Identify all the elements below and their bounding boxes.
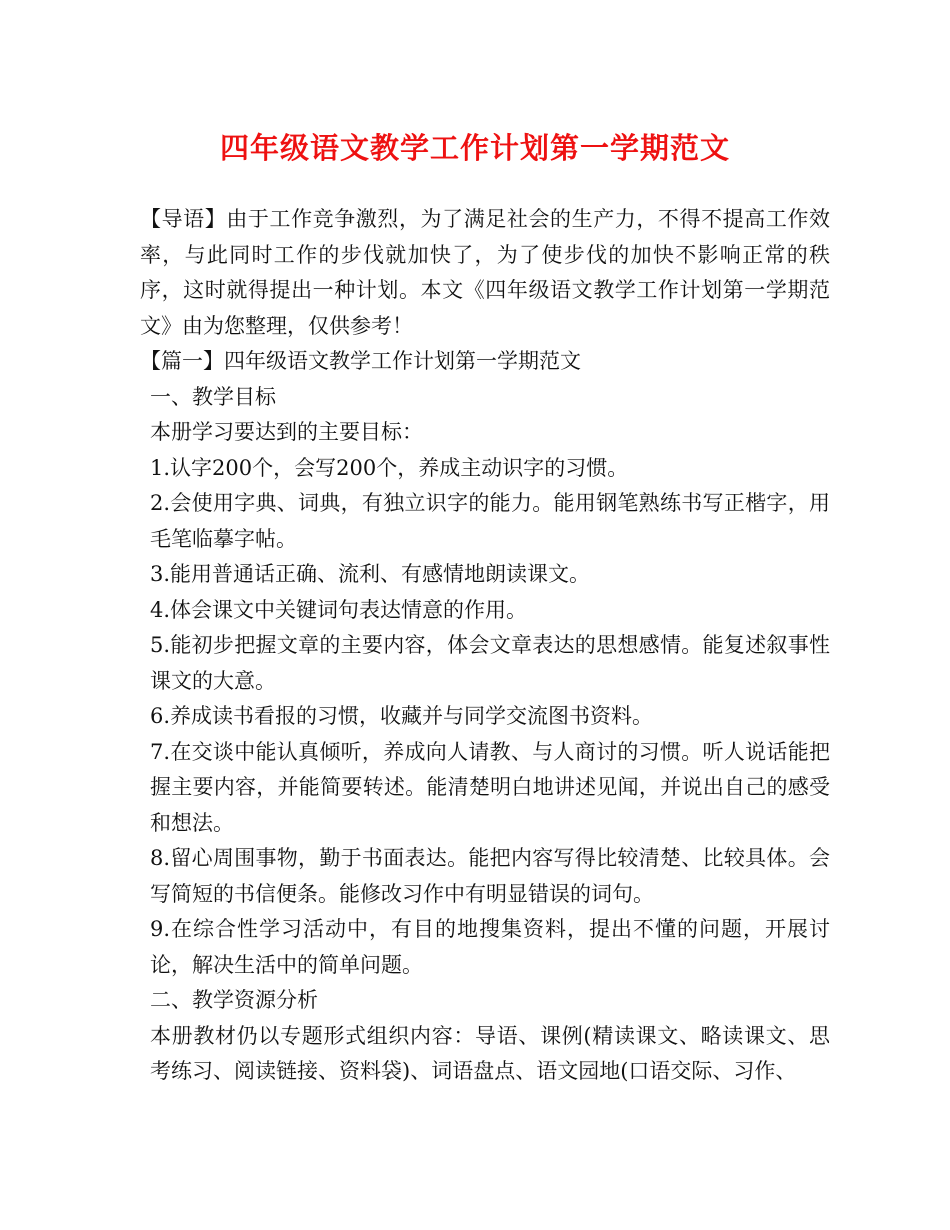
goal-item-7: 7.在交谈中能认真倾听，养成向人请教、与人商讨的习惯。听人说话能把握主要内容，并能简要转述。能清楚明白地讲述见闻，并说出自己的感受和想法。 xyxy=(150,739,830,835)
heading-teaching-goals: 一、教学目标 xyxy=(150,384,276,409)
goal-item-5: 5.能初步把握文章的主要内容，体会文章表达的思想感情。能复述叙事性课文的大意。 xyxy=(150,633,830,693)
goal-item-3: 3.能用普通话正确、流利、有感情地朗读课文。 xyxy=(150,562,591,586)
goals-intro: 本册学习要达到的主要目标： xyxy=(150,420,423,444)
resource-analysis-paragraph: 本册教材仍以专题形式组织内容：导语、课例(精读课文、略读课文、思考练习、阅读链接、资料袋)、词语盘点、语文园地(口语交际、习作、 xyxy=(150,1023,830,1083)
section-heading-part-one: 【篇一】四年级语文教学工作计划第一学期范文 xyxy=(140,349,581,373)
document-body xyxy=(140,202,830,1090)
goal-item-1: 1.认字200个，会写200个，养成主动识字的习惯。 xyxy=(150,455,629,480)
goal-item-2: 2.会使用字典、词典，有独立识字的能力。能用钢笔熟练书写正楷字，用毛笔临摹字帖。 xyxy=(150,491,830,551)
goal-item-6: 6.养成读书看报的习惯，收藏并与同学交流图书资料。 xyxy=(150,704,654,728)
goal-item-4: 4.体会课文中关键词句表达情意的作用。 xyxy=(150,597,528,622)
heading-resource-analysis: 二、教学资源分析 xyxy=(150,988,318,1012)
goal-item-9: 9.在综合性学习活动中，有目的地搜集资料，提出不懂的问题，开展讨论，解决生活中的简单问题。 xyxy=(150,917,830,977)
intro-paragraph: 【导语】由于工作竞争激烈，为了满足社会的生产力，不得不提高工作效率，与此同时工作的步伐就加快了，为了使步伐的加快不影响正常的秩序，这时就得提出一种计划。本文《四年级语文教学工作计划第一学期范文》由为您整理，仅供参考！ xyxy=(140,207,830,338)
document-title: 四年级语文教学工作计划第一学期范文 xyxy=(219,131,730,165)
goal-item-8: 8.留心周围事物，勤于书面表达。能把内容写得比较清楚、比较具体。会写简短的书信便条。能修改习作中有明显错误的词句。 xyxy=(150,846,830,906)
